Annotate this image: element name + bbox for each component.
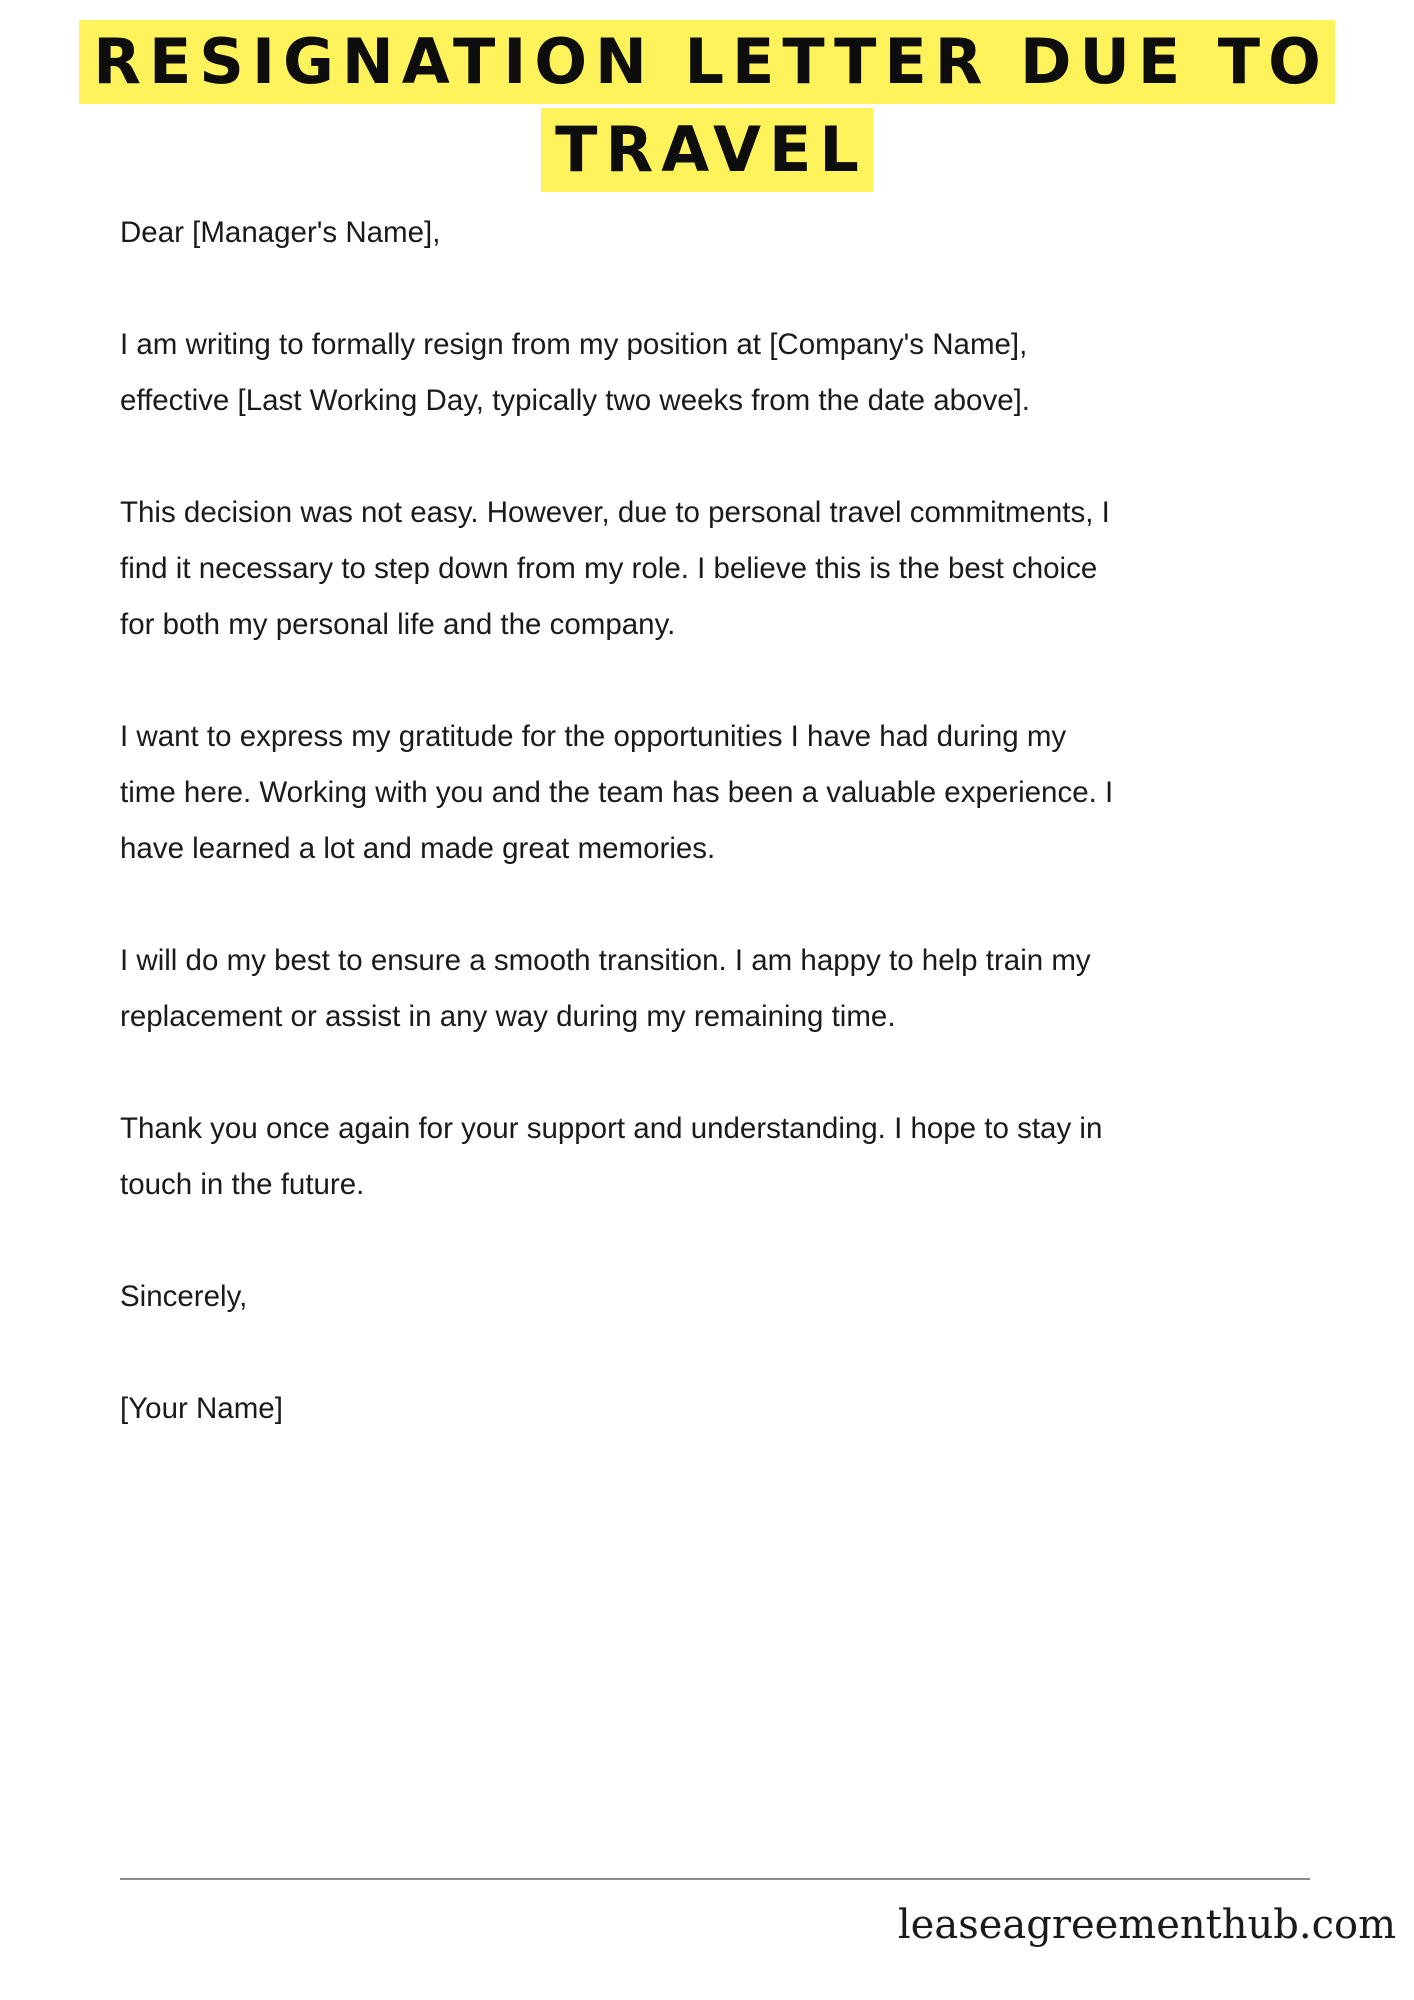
paragraph-line: time here. Working with you and the team has been a valuable experience. I: [120, 776, 1114, 809]
paragraph-line: I want to express my gratitude for the opportunities I have had during my: [120, 720, 1067, 753]
paragraph-line: I will do my best to ensure a smooth transition. I am happy to help train my: [120, 944, 1091, 977]
salutation: Dear [Manager's Name],: [120, 216, 441, 249]
letter-body: [120, 205, 1320, 1437]
paragraph-line: find it necessary to step down from my role. I believe this is the best choice: [120, 552, 1098, 585]
paragraph-1: [120, 317, 1320, 429]
paragraph-line: This decision was not easy. However, due to personal travel commitments, I: [120, 496, 1110, 529]
paragraph-line: I am writing to formally resign from my position at [Company's Name],: [120, 328, 1028, 361]
title-line-2: TRAVEL: [541, 108, 873, 192]
paragraph-line: effective [Last Working Day, typically two weeks from the date above].: [120, 384, 1031, 417]
signature-placeholder: [Your Name]: [120, 1392, 283, 1425]
paragraph-2: [120, 485, 1320, 653]
brand-logo-text: leaseagreementhub.com: [897, 1902, 1396, 1948]
paragraph-line: replacement or assist in any way during my remaining time.: [120, 1000, 896, 1033]
paragraph-4: [120, 933, 1320, 1045]
footer-divider: [120, 1878, 1310, 1880]
paragraph-line: for both my personal life and the company.: [120, 608, 676, 641]
paragraph-3: [120, 709, 1320, 877]
paragraph-5: [120, 1101, 1320, 1213]
closing: Sincerely,: [120, 1280, 248, 1313]
title-line-1: RESIGNATION LETTER DUE TO: [79, 20, 1335, 104]
paragraph-line: touch in the future.: [120, 1168, 365, 1201]
paragraph-line: Thank you once again for your support and understanding. I hope to stay in: [120, 1112, 1103, 1145]
document-title: [0, 20, 1414, 192]
paragraph-line: have learned a lot and made great memories.: [120, 832, 716, 865]
